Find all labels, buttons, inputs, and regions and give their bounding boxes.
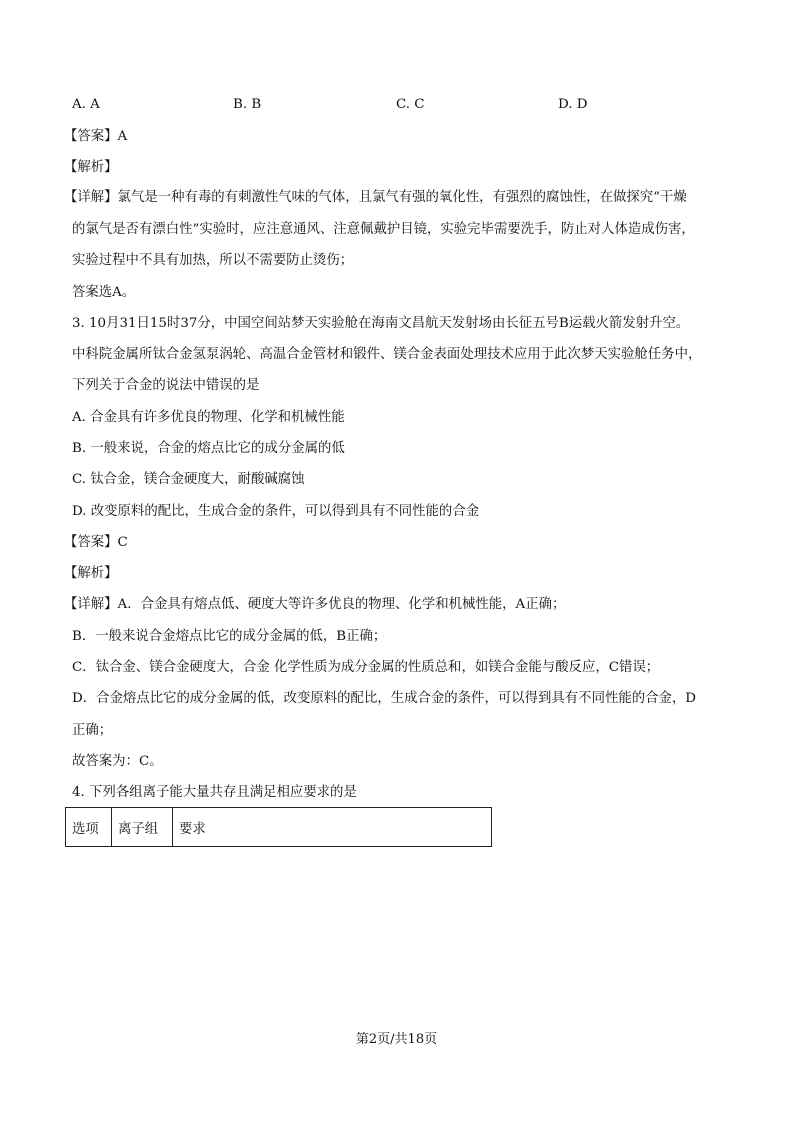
table-header-option: 选项 [66, 808, 112, 847]
q3-option-a: A. 合金具有许多优良的物理、化学和机械性能 [72, 410, 345, 425]
q2-option-c: C. C [396, 97, 425, 112]
q3-stem-line-1: 3. 10月31日15时37分，中国空间站梦天实验舱在海南文昌航天发射场由长征五号B运载火箭发射升空。 [72, 316, 690, 331]
q3-option-d: D. 改变原料的配比，生成合金的条件，可以得到具有不同性能的合金 [72, 504, 480, 519]
table-row [66, 808, 492, 847]
q2-option-a: A. A [72, 97, 100, 112]
q2-detail-line-1: 【详解】氯气是一种有毒的有刺激性气味的气体，且氯气有强的氧化性，有强烈的腐蚀性，在做探究“干燥 [64, 190, 687, 205]
q3-detail-line-1: 【详解】A．合金具有熔点低、硬度大等许多优良的物理、化学和机械性能，A正确； [64, 597, 566, 612]
q3-detail-line-5: 正确； [72, 723, 113, 738]
table-header-ion-group: 离子组 [112, 808, 173, 847]
q3-detail-line-2: B．一般来说合金熔点比它的成分金属的低，B正确； [72, 629, 387, 644]
q2-detail-line-2: 的氯气是否有漂白性”实验时，应注意通风、注意佩戴护目镜，实验完毕需要洗手，防止对人体造成伤害， [72, 222, 695, 237]
q3-stem-line-3: 下列关于合金的说法中错误的是 [72, 378, 260, 393]
q2-detail-line-3: 实验过程中不具有加热，所以不需要防止烫伤； [72, 253, 354, 268]
q2-analysis-label: 【解析】 [64, 160, 118, 175]
page-footer: 第2页/共18页 [355, 1032, 438, 1047]
q2-conclusion: 答案选A。 [72, 285, 136, 300]
q3-detail-line-4: D．合金熔点比它的成分金属的低，改变原料的配比，生成合金的条件，可以得到具有不同性能的合金，D [72, 691, 697, 706]
q3-option-c: C. 钛合金，镁合金硬度大，耐酸碱腐蚀 [72, 472, 305, 487]
q3-analysis-label: 【解析】 [64, 566, 118, 581]
q3-stem-line-2: 中科院金属所钛合金氢泵涡轮、高温合金管材和锻件、镁合金表面处理技术应用于此次梦天实验舱任务中， [72, 347, 702, 362]
q2-answer: 【答案】A [64, 129, 128, 144]
q4-stem: 4. 下列各组离子能大量共存且满足相应要求的是 [72, 785, 357, 800]
q2-option-d: D. D [558, 97, 588, 112]
ion-table [65, 807, 492, 847]
table-header-requirement: 要求 [173, 808, 492, 847]
q3-conclusion: 故答案为：C。 [72, 754, 163, 769]
q3-option-b: B. 一般来说，合金的熔点比它的成分金属的低 [72, 441, 345, 456]
q3-detail-line-3: C．钛合金、镁合金硬度大，合金 化学性质为成分金属的性质总和，如镁合金能与酸反应，C错误； [72, 660, 660, 675]
q3-answer: 【答案】C [64, 535, 128, 550]
q2-option-b: B. B [233, 97, 262, 112]
